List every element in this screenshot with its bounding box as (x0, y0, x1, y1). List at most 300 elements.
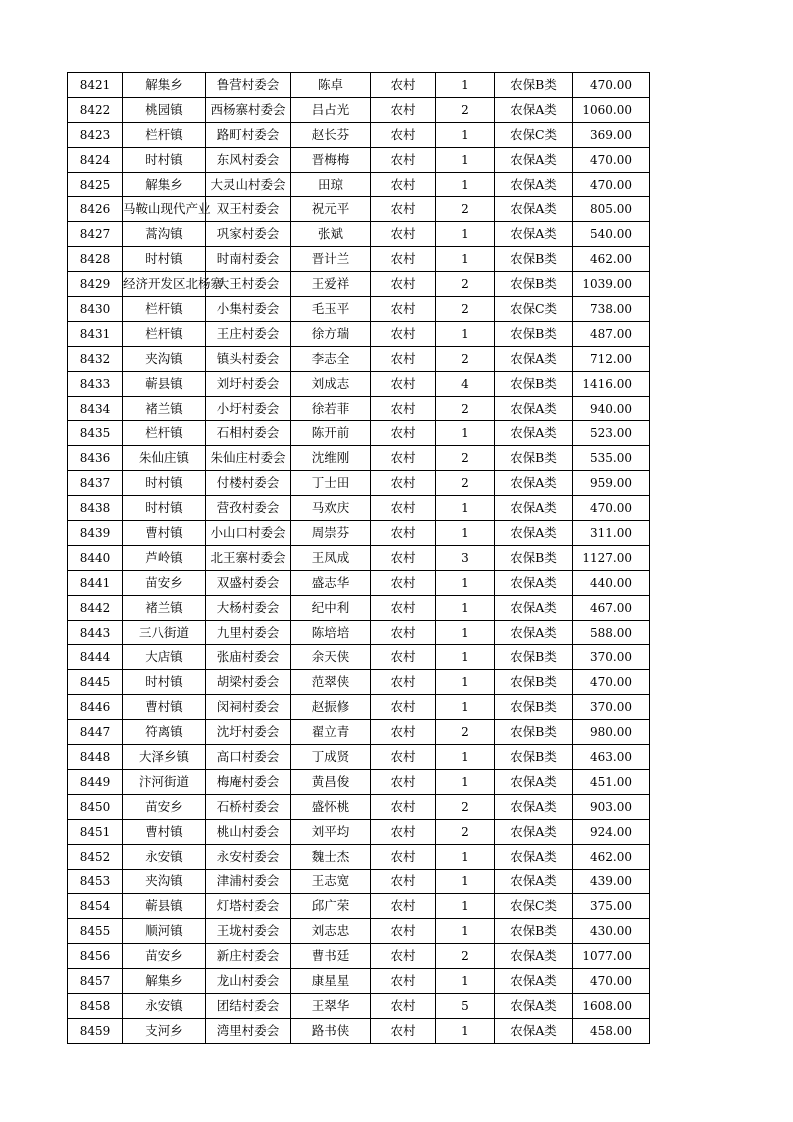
amount-cell: 523.00 (573, 421, 650, 446)
village-committee-cell: 营孜村委会 (206, 496, 291, 521)
area-type-cell: 农村 (371, 197, 436, 222)
town-cell: 解集乡 (123, 969, 206, 994)
household-count-cell: 5 (436, 993, 495, 1018)
table-row (68, 471, 650, 496)
insurance-category-cell: 农保B类 (495, 321, 573, 346)
table-row (68, 720, 650, 745)
insurance-category-cell: 农保C类 (495, 894, 573, 919)
person-name-cell: 刘志忠 (291, 919, 371, 944)
table-row (68, 919, 650, 944)
village-committee-cell: 沈圩村委会 (206, 720, 291, 745)
area-type-cell: 农村 (371, 545, 436, 570)
person-name-cell: 王志宽 (291, 869, 371, 894)
table-row (68, 147, 650, 172)
table-row (68, 894, 650, 919)
record-id-cell: 8430 (68, 297, 123, 322)
insurance-category-cell: 农保A类 (495, 570, 573, 595)
village-committee-cell: 胡梁村委会 (206, 670, 291, 695)
village-committee-cell: 闵祠村委会 (206, 695, 291, 720)
insurance-category-cell: 农保A类 (495, 819, 573, 844)
person-name-cell: 陈卓 (291, 73, 371, 98)
table-row (68, 496, 650, 521)
person-name-cell: 赵长芬 (291, 122, 371, 147)
table-row (68, 297, 650, 322)
household-count-cell: 2 (436, 396, 495, 421)
record-id-cell: 8429 (68, 272, 123, 297)
amount-cell: 903.00 (573, 794, 650, 819)
record-id-cell: 8454 (68, 894, 123, 919)
village-committee-cell: 九里村委会 (206, 620, 291, 645)
person-name-cell: 丁成贤 (291, 745, 371, 770)
insurance-category-cell: 农保A类 (495, 421, 573, 446)
insurance-category-cell: 农保A类 (495, 521, 573, 546)
insurance-category-cell: 农保B类 (495, 695, 573, 720)
insurance-category-cell: 农保A类 (495, 222, 573, 247)
amount-cell: 980.00 (573, 720, 650, 745)
amount-cell: 1077.00 (573, 944, 650, 969)
household-count-cell: 1 (436, 894, 495, 919)
insurance-category-cell: 农保B类 (495, 73, 573, 98)
town-cell: 马鞍山现代产业 (123, 197, 206, 222)
record-id-cell: 8426 (68, 197, 123, 222)
record-id-cell: 8449 (68, 769, 123, 794)
insurance-category-cell: 农保A类 (495, 471, 573, 496)
area-type-cell: 农村 (371, 147, 436, 172)
person-name-cell: 徐若菲 (291, 396, 371, 421)
household-count-cell: 1 (436, 147, 495, 172)
town-cell: 芦岭镇 (123, 545, 206, 570)
area-type-cell: 农村 (371, 471, 436, 496)
insurance-category-cell: 农保B类 (495, 545, 573, 570)
person-name-cell: 刘平均 (291, 819, 371, 844)
town-cell: 时村镇 (123, 496, 206, 521)
amount-cell: 369.00 (573, 122, 650, 147)
person-name-cell: 邱广荣 (291, 894, 371, 919)
person-name-cell: 曹书廷 (291, 944, 371, 969)
table-row (68, 819, 650, 844)
table-row (68, 172, 650, 197)
amount-cell: 712.00 (573, 346, 650, 371)
household-count-cell: 1 (436, 869, 495, 894)
record-id-cell: 8437 (68, 471, 123, 496)
town-cell: 永安镇 (123, 844, 206, 869)
table-row (68, 197, 650, 222)
area-type-cell: 农村 (371, 819, 436, 844)
village-committee-cell: 新庄村委会 (206, 944, 291, 969)
person-name-cell: 陈开前 (291, 421, 371, 446)
record-id-cell: 8427 (68, 222, 123, 247)
town-cell: 曹村镇 (123, 695, 206, 720)
household-count-cell: 2 (436, 794, 495, 819)
household-count-cell: 1 (436, 745, 495, 770)
area-type-cell: 农村 (371, 371, 436, 396)
person-name-cell: 范翠侠 (291, 670, 371, 695)
amount-cell: 470.00 (573, 670, 650, 695)
table-row (68, 670, 650, 695)
household-count-cell: 2 (436, 819, 495, 844)
record-id-cell: 8455 (68, 919, 123, 944)
table-row (68, 844, 650, 869)
village-committee-cell: 北王寨村委会 (206, 545, 291, 570)
table-row (68, 993, 650, 1018)
insurance-category-cell: 农保A类 (495, 147, 573, 172)
village-committee-cell: 团结村委会 (206, 993, 291, 1018)
town-cell: 曹村镇 (123, 521, 206, 546)
village-committee-cell: 东风村委会 (206, 147, 291, 172)
household-count-cell: 1 (436, 570, 495, 595)
insurance-category-cell: 农保B类 (495, 272, 573, 297)
amount-cell: 370.00 (573, 645, 650, 670)
household-count-cell: 1 (436, 122, 495, 147)
village-committee-cell: 永安村委会 (206, 844, 291, 869)
person-name-cell: 晋梅梅 (291, 147, 371, 172)
area-type-cell: 农村 (371, 122, 436, 147)
insurance-category-cell: 农保A类 (495, 794, 573, 819)
insurance-category-cell: 农保B类 (495, 247, 573, 272)
table-row (68, 222, 650, 247)
record-id-cell: 8446 (68, 695, 123, 720)
town-cell: 栏杆镇 (123, 297, 206, 322)
record-id-cell: 8442 (68, 595, 123, 620)
town-cell: 夹沟镇 (123, 346, 206, 371)
town-cell: 蕲县镇 (123, 371, 206, 396)
insurance-category-cell: 农保A类 (495, 969, 573, 994)
town-cell: 苗安乡 (123, 944, 206, 969)
village-committee-cell: 西杨寨村委会 (206, 97, 291, 122)
table-row (68, 521, 650, 546)
town-cell: 时村镇 (123, 247, 206, 272)
household-count-cell: 3 (436, 545, 495, 570)
amount-cell: 470.00 (573, 172, 650, 197)
amount-cell: 738.00 (573, 297, 650, 322)
area-type-cell: 农村 (371, 670, 436, 695)
household-count-cell: 4 (436, 371, 495, 396)
town-cell: 栏杆镇 (123, 122, 206, 147)
record-id-cell: 8444 (68, 645, 123, 670)
area-type-cell: 农村 (371, 620, 436, 645)
town-cell: 解集乡 (123, 73, 206, 98)
village-committee-cell: 小集村委会 (206, 297, 291, 322)
record-id-cell: 8458 (68, 993, 123, 1018)
table-row (68, 620, 650, 645)
amount-cell: 440.00 (573, 570, 650, 595)
village-committee-cell: 路町村委会 (206, 122, 291, 147)
insurance-category-cell: 农保B类 (495, 745, 573, 770)
record-id-cell: 8433 (68, 371, 123, 396)
table-row (68, 794, 650, 819)
amount-cell: 805.00 (573, 197, 650, 222)
household-count-cell: 2 (436, 297, 495, 322)
person-name-cell: 田琼 (291, 172, 371, 197)
record-id-cell: 8424 (68, 147, 123, 172)
village-committee-cell: 朱仙庄村委会 (206, 446, 291, 471)
record-id-cell: 8423 (68, 122, 123, 147)
person-name-cell: 余天侠 (291, 645, 371, 670)
person-name-cell: 丁士田 (291, 471, 371, 496)
area-type-cell: 农村 (371, 1018, 436, 1043)
area-type-cell: 农村 (371, 321, 436, 346)
household-count-cell: 1 (436, 645, 495, 670)
town-cell: 顺河镇 (123, 919, 206, 944)
area-type-cell: 农村 (371, 570, 436, 595)
household-count-cell: 1 (436, 496, 495, 521)
person-name-cell: 张斌 (291, 222, 371, 247)
person-name-cell: 纪中利 (291, 595, 371, 620)
table-row (68, 396, 650, 421)
village-committee-cell: 大王村委会 (206, 272, 291, 297)
record-id-cell: 8448 (68, 745, 123, 770)
village-committee-cell: 梅庵村委会 (206, 769, 291, 794)
record-id-cell: 8450 (68, 794, 123, 819)
person-name-cell: 陈培培 (291, 620, 371, 645)
town-cell: 三八街道 (123, 620, 206, 645)
town-cell: 大泽乡镇 (123, 745, 206, 770)
table-row (68, 1018, 650, 1043)
area-type-cell: 农村 (371, 446, 436, 471)
record-id-cell: 8425 (68, 172, 123, 197)
town-cell: 大店镇 (123, 645, 206, 670)
household-count-cell: 1 (436, 172, 495, 197)
amount-cell: 470.00 (573, 73, 650, 98)
area-type-cell: 农村 (371, 272, 436, 297)
person-name-cell: 王凤成 (291, 545, 371, 570)
amount-cell: 470.00 (573, 969, 650, 994)
village-committee-cell: 付楼村委会 (206, 471, 291, 496)
amount-cell: 1416.00 (573, 371, 650, 396)
person-name-cell: 赵振修 (291, 695, 371, 720)
insurance-category-cell: 农保A类 (495, 172, 573, 197)
insurance-category-cell: 农保B类 (495, 371, 573, 396)
village-committee-cell: 小山口村委会 (206, 521, 291, 546)
household-count-cell: 1 (436, 421, 495, 446)
insurance-category-cell: 农保C类 (495, 297, 573, 322)
insurance-category-cell: 农保A类 (495, 769, 573, 794)
record-id-cell: 8436 (68, 446, 123, 471)
area-type-cell: 农村 (371, 346, 436, 371)
table-row (68, 247, 650, 272)
amount-cell: 462.00 (573, 844, 650, 869)
household-count-cell: 1 (436, 620, 495, 645)
table-row (68, 570, 650, 595)
person-name-cell: 翟立青 (291, 720, 371, 745)
village-committee-cell: 石相村委会 (206, 421, 291, 446)
records-table-body (68, 73, 650, 1044)
insurance-category-cell: 农保A类 (495, 97, 573, 122)
town-cell: 曹村镇 (123, 819, 206, 844)
town-cell: 时村镇 (123, 147, 206, 172)
table-row (68, 944, 650, 969)
area-type-cell: 农村 (371, 421, 436, 446)
person-name-cell: 康星星 (291, 969, 371, 994)
record-id-cell: 8431 (68, 321, 123, 346)
person-name-cell: 路书侠 (291, 1018, 371, 1043)
town-cell: 朱仙庄镇 (123, 446, 206, 471)
village-committee-cell: 大杨村委会 (206, 595, 291, 620)
amount-cell: 467.00 (573, 595, 650, 620)
town-cell: 永安镇 (123, 993, 206, 1018)
amount-cell: 451.00 (573, 769, 650, 794)
person-name-cell: 周崇芬 (291, 521, 371, 546)
amount-cell: 458.00 (573, 1018, 650, 1043)
town-cell: 蕲县镇 (123, 894, 206, 919)
table-row (68, 321, 650, 346)
table-row (68, 446, 650, 471)
village-committee-cell: 鲁营村委会 (206, 73, 291, 98)
amount-cell: 470.00 (573, 496, 650, 521)
amount-cell: 430.00 (573, 919, 650, 944)
record-id-cell: 8440 (68, 545, 123, 570)
insurance-category-cell: 农保A类 (495, 1018, 573, 1043)
person-name-cell: 马欢庆 (291, 496, 371, 521)
amount-cell: 1060.00 (573, 97, 650, 122)
record-id-cell: 8457 (68, 969, 123, 994)
table-row (68, 869, 650, 894)
household-count-cell: 1 (436, 247, 495, 272)
insurance-category-cell: 农保A类 (495, 944, 573, 969)
area-type-cell: 农村 (371, 720, 436, 745)
village-committee-cell: 石桥村委会 (206, 794, 291, 819)
area-type-cell: 农村 (371, 969, 436, 994)
amount-cell: 1039.00 (573, 272, 650, 297)
village-committee-cell: 王垅村委会 (206, 919, 291, 944)
village-committee-cell: 双盛村委会 (206, 570, 291, 595)
area-type-cell: 农村 (371, 745, 436, 770)
record-id-cell: 8459 (68, 1018, 123, 1043)
area-type-cell: 农村 (371, 919, 436, 944)
village-committee-cell: 灯塔村委会 (206, 894, 291, 919)
amount-cell: 439.00 (573, 869, 650, 894)
table-row (68, 645, 650, 670)
person-name-cell: 盛志华 (291, 570, 371, 595)
table-row (68, 769, 650, 794)
insurance-category-cell: 农保A类 (495, 346, 573, 371)
household-count-cell: 2 (436, 272, 495, 297)
amount-cell: 311.00 (573, 521, 650, 546)
household-count-cell: 2 (436, 720, 495, 745)
town-cell: 经济开发区北杨寨 (123, 272, 206, 297)
record-id-cell: 8422 (68, 97, 123, 122)
table-row (68, 421, 650, 446)
household-count-cell: 2 (436, 346, 495, 371)
village-committee-cell: 时南村委会 (206, 247, 291, 272)
area-type-cell: 农村 (371, 695, 436, 720)
town-cell: 褚兰镇 (123, 396, 206, 421)
area-type-cell: 农村 (371, 769, 436, 794)
village-committee-cell: 龙山村委会 (206, 969, 291, 994)
record-id-cell: 8453 (68, 869, 123, 894)
table-row (68, 545, 650, 570)
person-name-cell: 吕占光 (291, 97, 371, 122)
person-name-cell: 李志全 (291, 346, 371, 371)
record-id-cell: 8451 (68, 819, 123, 844)
village-committee-cell: 巩家村委会 (206, 222, 291, 247)
household-count-cell: 1 (436, 222, 495, 247)
village-committee-cell: 双王村委会 (206, 197, 291, 222)
town-cell: 支河乡 (123, 1018, 206, 1043)
amount-cell: 1127.00 (573, 545, 650, 570)
insurance-category-cell: 农保A类 (495, 620, 573, 645)
village-committee-cell: 刘圩村委会 (206, 371, 291, 396)
person-name-cell: 王翠华 (291, 993, 371, 1018)
household-count-cell: 1 (436, 321, 495, 346)
table-row (68, 73, 650, 98)
town-cell: 桃园镇 (123, 97, 206, 122)
records-table (67, 72, 650, 1044)
insurance-category-cell: 农保A类 (495, 869, 573, 894)
insurance-category-cell: 农保B类 (495, 446, 573, 471)
record-id-cell: 8447 (68, 720, 123, 745)
record-id-cell: 8428 (68, 247, 123, 272)
town-cell: 时村镇 (123, 471, 206, 496)
village-committee-cell: 大灵山村委会 (206, 172, 291, 197)
table-row (68, 272, 650, 297)
town-cell: 栏杆镇 (123, 421, 206, 446)
household-count-cell: 1 (436, 844, 495, 869)
person-name-cell: 毛玉平 (291, 297, 371, 322)
amount-cell: 1608.00 (573, 993, 650, 1018)
amount-cell: 462.00 (573, 247, 650, 272)
insurance-category-cell: 农保A类 (495, 496, 573, 521)
household-count-cell: 1 (436, 919, 495, 944)
amount-cell: 535.00 (573, 446, 650, 471)
amount-cell: 375.00 (573, 894, 650, 919)
area-type-cell: 农村 (371, 894, 436, 919)
town-cell: 蒿沟镇 (123, 222, 206, 247)
insurance-category-cell: 农保A类 (495, 993, 573, 1018)
household-count-cell: 1 (436, 670, 495, 695)
village-committee-cell: 小圩村委会 (206, 396, 291, 421)
town-cell: 褚兰镇 (123, 595, 206, 620)
household-count-cell: 2 (436, 471, 495, 496)
amount-cell: 959.00 (573, 471, 650, 496)
area-type-cell: 农村 (371, 521, 436, 546)
person-name-cell: 盛怀桃 (291, 794, 371, 819)
amount-cell: 487.00 (573, 321, 650, 346)
household-count-cell: 1 (436, 521, 495, 546)
household-count-cell: 1 (436, 1018, 495, 1043)
table-row (68, 745, 650, 770)
insurance-category-cell: 农保C类 (495, 122, 573, 147)
area-type-cell: 农村 (371, 794, 436, 819)
person-name-cell: 刘成志 (291, 371, 371, 396)
record-id-cell: 8452 (68, 844, 123, 869)
town-cell: 解集乡 (123, 172, 206, 197)
table-row (68, 595, 650, 620)
area-type-cell: 农村 (371, 247, 436, 272)
person-name-cell: 晋计兰 (291, 247, 371, 272)
town-cell: 苗安乡 (123, 794, 206, 819)
record-id-cell: 8456 (68, 944, 123, 969)
household-count-cell: 1 (436, 969, 495, 994)
record-id-cell: 8439 (68, 521, 123, 546)
insurance-category-cell: 农保B类 (495, 919, 573, 944)
area-type-cell: 农村 (371, 297, 436, 322)
village-committee-cell: 镇头村委会 (206, 346, 291, 371)
town-cell: 栏杆镇 (123, 321, 206, 346)
insurance-category-cell: 农保A类 (495, 844, 573, 869)
person-name-cell: 沈维刚 (291, 446, 371, 471)
amount-cell: 470.00 (573, 147, 650, 172)
record-id-cell: 8434 (68, 396, 123, 421)
person-name-cell: 黄昌俊 (291, 769, 371, 794)
village-committee-cell: 津浦村委会 (206, 869, 291, 894)
person-name-cell: 徐方瑞 (291, 321, 371, 346)
record-id-cell: 8435 (68, 421, 123, 446)
area-type-cell: 农村 (371, 496, 436, 521)
household-count-cell: 1 (436, 73, 495, 98)
village-committee-cell: 高口村委会 (206, 745, 291, 770)
household-count-cell: 2 (436, 197, 495, 222)
